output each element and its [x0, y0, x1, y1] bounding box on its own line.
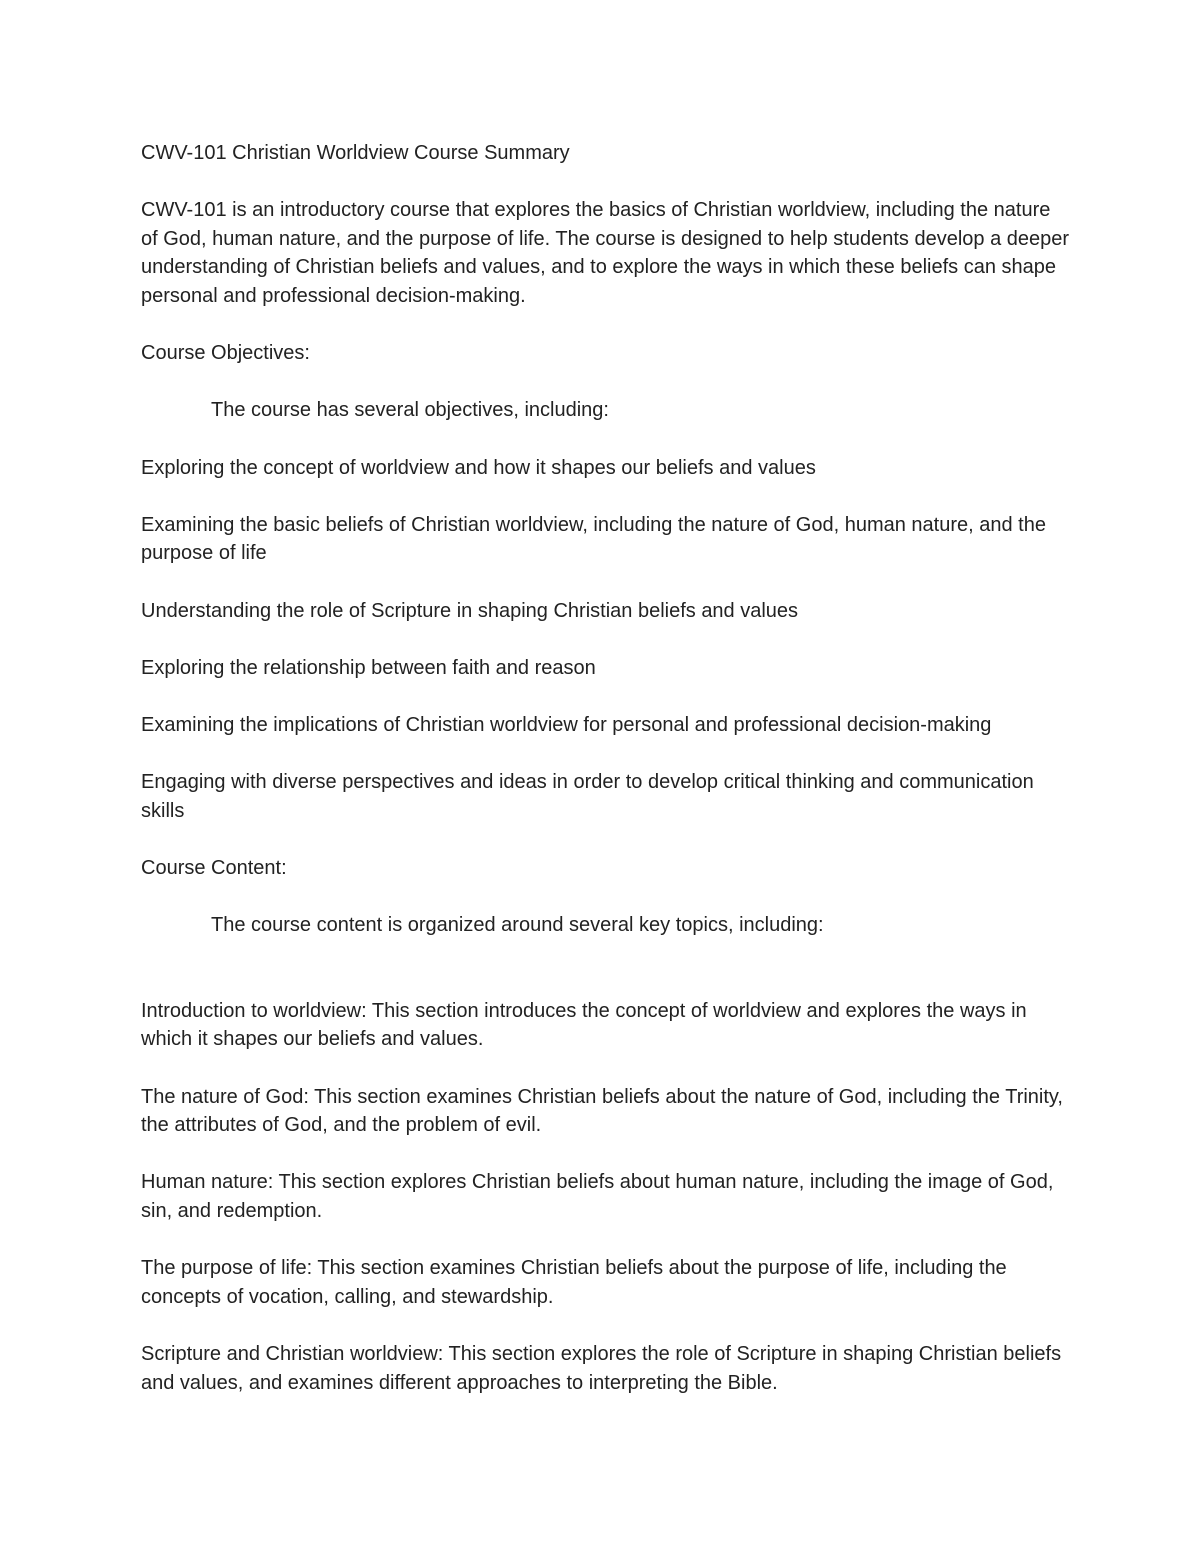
objective-item: Examining the implications of Christian worldview for personal and professional decision-making: [141, 713, 992, 736]
intro-paragraph: CWV-101 is an introductory course that explores the basics of Christian worldview, including the nature of God, human nature, and the purpose of life. The course is designed to help students develop a deeper understanding of Christian beliefs and values, and to explore the ways in which these beliefs can shape personal and professional decision-making.: [141, 199, 1070, 307]
objective-item: Engaging with diverse perspectives and ideas in order to develop critical thinking and communication skills: [141, 771, 1034, 822]
objective-item: Exploring the relationship between faith and reason: [141, 656, 596, 679]
content-heading: Course Content:: [141, 856, 287, 879]
topic-item: The purpose of life: This section examines Christian beliefs about the purpose of life, including the concepts of vocation, calling, and stewardship.: [141, 1257, 1007, 1308]
topic-item: Introduction to worldview: This section introduces the concept of worldview and explores the ways in which it shapes our beliefs and values.: [141, 999, 1027, 1051]
objectives-lead: The course has several objectives, including:: [211, 399, 609, 422]
topic-item: The nature of God: This section examines Christian beliefs about the nature of God, including the Trinity, the attributes of God, and the problem of evil.: [141, 1085, 1063, 1137]
objectives-heading: Course Objectives:: [141, 342, 310, 365]
objective-item: Understanding the role of Scripture in shaping Christian beliefs and values: [141, 599, 799, 622]
topic-item: Scripture and Christian worldview: This section explores the role of Scripture in shaping Christian beliefs and values, and examines different approaches to interpreting the Bible.: [141, 1342, 1062, 1394]
document-title: CWV-101 Christian Worldview Course Summary: [141, 142, 570, 164]
objective-item: Exploring the concept of worldview and how it shapes our beliefs and values: [141, 456, 816, 479]
topic-item: Human nature: This section explores Christian beliefs about human nature, including the image of God, sin, and redemption.: [141, 1171, 1054, 1222]
objective-item: Examining the basic beliefs of Christian worldview, including the nature of God, human nature, and the purpose of life: [141, 513, 1046, 565]
document-body: [141, 139, 1071, 1426]
content-lead: The course content is organized around several key topics, including:: [211, 914, 824, 937]
